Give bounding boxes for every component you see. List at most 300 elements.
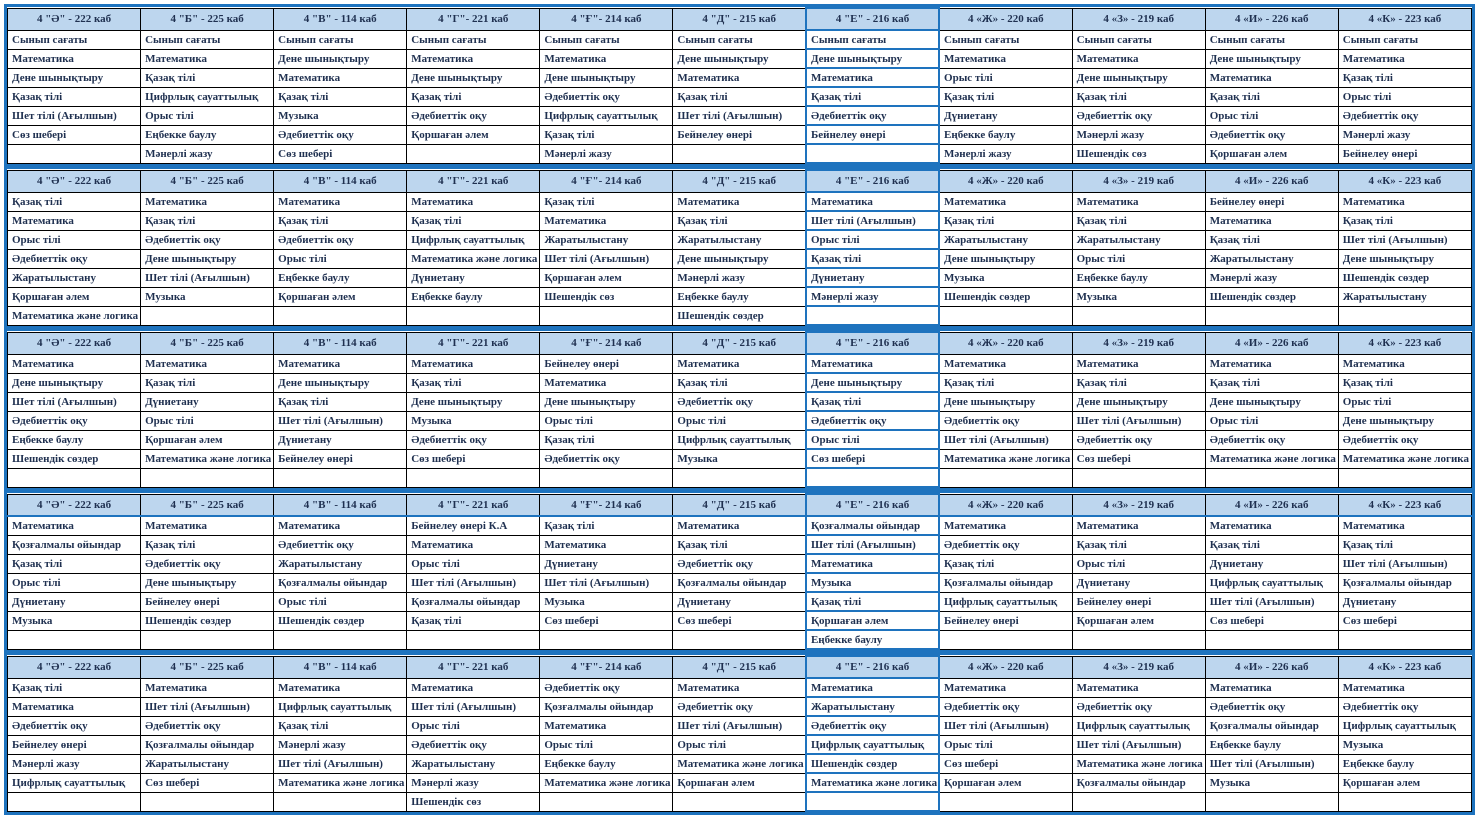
lesson-cell: Шет тілі (Ағылшын) xyxy=(806,535,939,554)
class-header-cell: 4 "Б" - 225 каб xyxy=(141,656,274,678)
lesson-cell: Қазақ тілі xyxy=(407,211,540,230)
lesson-cell: Жаратылыстану xyxy=(1205,249,1338,268)
lesson-cell: Қазақ тілі xyxy=(274,87,407,106)
lesson-cell: Қазақ тілі xyxy=(806,392,939,411)
lesson-cell xyxy=(1338,792,1471,811)
lesson-cell: Қазақ тілі xyxy=(274,716,407,735)
class-header-row xyxy=(8,656,1472,678)
lesson-cell xyxy=(1205,630,1338,649)
lesson-cell: Математика xyxy=(1338,678,1471,697)
lesson-cell: Математика xyxy=(407,192,540,211)
lesson-cell xyxy=(540,792,673,811)
lesson-cell: Дене шынықтыру xyxy=(141,249,274,268)
lesson-cell: Дене шынықтыру xyxy=(673,49,806,68)
lesson-row xyxy=(8,468,1472,487)
lesson-cell: Еңбекке баулу xyxy=(1072,268,1205,287)
lesson-cell: Орыс тілі xyxy=(407,716,540,735)
lesson-row xyxy=(8,249,1472,268)
lesson-cell: Еңбекке баулу xyxy=(806,630,939,649)
lesson-cell xyxy=(939,792,1072,811)
lesson-cell xyxy=(806,792,939,811)
lesson-cell: Қоршаған әлем xyxy=(1072,611,1205,630)
lesson-cell: Сынып сағаты xyxy=(407,30,540,49)
lesson-cell xyxy=(806,306,939,325)
lesson-cell: Орыс тілі xyxy=(939,68,1072,87)
class-header-cell: 4 «Ж» - 220 каб xyxy=(939,332,1072,354)
lesson-cell: Цифрлық сауаттылық xyxy=(141,87,274,106)
lesson-cell: Математика xyxy=(1072,678,1205,697)
lesson-cell: Математика xyxy=(806,354,939,373)
lesson-cell: Математика xyxy=(141,678,274,697)
lesson-cell: Сөз шебері xyxy=(939,754,1072,773)
lesson-cell: Қазақ тілі xyxy=(1205,535,1338,554)
lesson-cell: Шет тілі (Ағылшын) xyxy=(1205,754,1338,773)
lesson-cell: Қоршаған әлем xyxy=(673,773,806,792)
lesson-row xyxy=(8,68,1472,87)
lesson-cell: Әдебиеттік оқу xyxy=(673,392,806,411)
lesson-row xyxy=(8,573,1472,592)
lesson-cell xyxy=(1338,306,1471,325)
lesson-cell xyxy=(673,144,806,163)
lesson-cell: Қазақ тілі xyxy=(939,211,1072,230)
lesson-cell: Қазақ тілі xyxy=(1338,373,1471,392)
lesson-cell: Математика және логика xyxy=(1072,754,1205,773)
lesson-cell: Дүниетану xyxy=(939,106,1072,125)
lesson-row xyxy=(8,306,1472,325)
lesson-cell: Шешендік сөз xyxy=(407,792,540,811)
lesson-cell: Цифрлық сауаттылық xyxy=(1072,716,1205,735)
lesson-cell: Математика xyxy=(8,49,141,68)
lesson-cell: Математика xyxy=(274,192,407,211)
class-header-cell: 4 «З» - 219 каб xyxy=(1072,170,1205,192)
lesson-cell: Әдебиеттік оқу xyxy=(939,535,1072,554)
lesson-cell: Әдебиеттік оқу xyxy=(1205,430,1338,449)
lesson-cell: Қоршаған әлем xyxy=(540,268,673,287)
lesson-row xyxy=(8,49,1472,68)
lesson-cell: Шешендік сөздер xyxy=(1205,287,1338,306)
lesson-cell: Қазақ тілі xyxy=(673,87,806,106)
class-header-cell: 4 "Г"- 221 каб xyxy=(407,332,540,354)
lesson-cell: Музыка xyxy=(673,449,806,468)
lesson-cell: Қазақ тілі xyxy=(939,373,1072,392)
class-header-row xyxy=(8,494,1472,516)
lesson-row xyxy=(8,611,1472,630)
lesson-cell: Әдебиеттік оқу xyxy=(540,87,673,106)
lesson-cell: Қазақ тілі xyxy=(407,87,540,106)
lesson-cell: Сөз шебері xyxy=(407,449,540,468)
lesson-cell: Математика xyxy=(1205,516,1338,535)
lesson-cell xyxy=(673,792,806,811)
class-header-cell: 4 "Г"- 221 каб xyxy=(407,494,540,516)
lesson-cell: Математика xyxy=(407,535,540,554)
lesson-cell: Мәнерлі жазу xyxy=(1205,268,1338,287)
lesson-row xyxy=(8,678,1472,697)
lesson-cell xyxy=(274,792,407,811)
lesson-cell: Математика xyxy=(1072,354,1205,373)
lesson-cell: Сынып сағаты xyxy=(939,30,1072,49)
lesson-cell: Орыс тілі xyxy=(141,106,274,125)
lesson-cell: Қазақ тілі xyxy=(939,554,1072,573)
lesson-cell: Математика xyxy=(8,211,141,230)
lesson-cell: Математика xyxy=(141,354,274,373)
lesson-cell: Шет тілі (Ағылшын) xyxy=(939,430,1072,449)
lesson-cell: Орыс тілі xyxy=(673,735,806,754)
lesson-cell: Қозғалмалы ойындар xyxy=(1205,716,1338,735)
lesson-cell: Дене шынықтыру xyxy=(8,68,141,87)
lesson-cell: Шешендік сөздер xyxy=(274,611,407,630)
lesson-cell: Дене шынықтыру xyxy=(141,573,274,592)
class-header-cell: 4 "В" - 114 каб xyxy=(274,656,407,678)
lesson-cell: Орыс тілі xyxy=(1072,249,1205,268)
class-header-cell: 4 «К» - 223 каб xyxy=(1338,8,1471,30)
lesson-cell xyxy=(939,630,1072,649)
lesson-cell: Математика xyxy=(540,373,673,392)
lesson-cell: Қазақ тілі xyxy=(8,554,141,573)
lesson-cell: Әдебиеттік оқу xyxy=(673,554,806,573)
lesson-cell xyxy=(1205,792,1338,811)
lesson-cell: Жаратылыстану xyxy=(407,754,540,773)
lesson-cell: Шет тілі (Ағылшын) xyxy=(1205,592,1338,611)
lesson-cell: Орыс тілі xyxy=(806,230,939,249)
class-header-cell: 4 "Е" - 216 каб xyxy=(806,656,939,678)
lesson-cell: Қозғалмалы ойындар xyxy=(673,573,806,592)
lesson-cell: Шет тілі (Ағылшын) xyxy=(141,697,274,716)
lesson-cell: Дүниетану xyxy=(141,392,274,411)
class-header-cell: 4 "Г"- 221 каб xyxy=(407,8,540,30)
lesson-cell xyxy=(540,630,673,649)
schedule-block-4 xyxy=(7,493,1472,650)
lesson-cell: Музыка xyxy=(274,106,407,125)
lesson-cell: Мәнерлі жазу xyxy=(274,735,407,754)
lesson-cell: Әдебиеттік оқу xyxy=(939,697,1072,716)
lesson-cell: Бейнелеу өнері xyxy=(274,449,407,468)
lesson-cell: Математика және логика xyxy=(274,773,407,792)
lesson-cell: Математика xyxy=(274,516,407,535)
lesson-cell: Мәнерлі жазу xyxy=(1338,125,1471,144)
lesson-cell: Әдебиеттік оқу xyxy=(1338,106,1471,125)
lesson-cell: Қазақ тілі xyxy=(141,535,274,554)
lesson-cell xyxy=(141,468,274,487)
lesson-row xyxy=(8,554,1472,573)
lesson-cell xyxy=(407,468,540,487)
lesson-cell: Математика xyxy=(806,68,939,87)
lesson-cell xyxy=(407,630,540,649)
lesson-cell: Бейнелеу өнері xyxy=(8,735,141,754)
lesson-cell xyxy=(8,792,141,811)
lesson-cell: Мәнерлі жазу xyxy=(673,268,806,287)
lesson-cell: Қазақ тілі xyxy=(1338,68,1471,87)
lesson-cell: Математика және логика xyxy=(1205,449,1338,468)
lesson-cell: Қозғалмалы ойындар xyxy=(274,573,407,592)
lesson-cell: Орыс тілі xyxy=(939,735,1072,754)
lesson-cell: Мәнерлі жазу xyxy=(8,754,141,773)
lesson-cell: Шет тілі (Ағылшын) xyxy=(1072,411,1205,430)
lesson-cell: Дене шынықтыру xyxy=(806,373,939,392)
lesson-cell: Орыс тілі xyxy=(1338,392,1471,411)
lesson-cell: Әдебиеттік оқу xyxy=(8,249,141,268)
lesson-cell: Математика xyxy=(673,354,806,373)
lesson-cell xyxy=(141,630,274,649)
lesson-cell: Дене шынықтыру xyxy=(540,68,673,87)
lesson-cell: Сынып сағаты xyxy=(806,30,939,49)
lesson-cell: Цифрлық сауаттылық xyxy=(1205,573,1338,592)
lesson-cell: Қазақ тілі xyxy=(806,592,939,611)
lesson-cell: Музыка xyxy=(540,592,673,611)
schedule-block-1 xyxy=(7,7,1472,164)
class-header-cell: 4 "Ғ"- 214 каб xyxy=(540,8,673,30)
lesson-cell: Қазақ тілі xyxy=(1205,230,1338,249)
lesson-cell: Дене шынықтыру xyxy=(8,373,141,392)
lesson-cell: Математика және логика xyxy=(407,249,540,268)
lesson-cell: Математика xyxy=(274,68,407,87)
lesson-cell: Қазақ тілі xyxy=(673,211,806,230)
lesson-cell: Шет тілі (Ағылшын) xyxy=(540,249,673,268)
class-header-cell: 4 "В" - 114 каб xyxy=(274,170,407,192)
lesson-row xyxy=(8,773,1472,792)
lesson-cell xyxy=(407,144,540,163)
lesson-cell: Қазақ тілі xyxy=(1205,373,1338,392)
lesson-cell: Қозғалмалы ойындар xyxy=(407,592,540,611)
lesson-cell xyxy=(274,630,407,649)
lesson-cell: Шет тілі (Ағылшын) xyxy=(939,716,1072,735)
lesson-cell: Цифрлық сауаттылық xyxy=(540,106,673,125)
lesson-cell: Мәнерлі жазу xyxy=(407,773,540,792)
class-header-cell: 4 «Ж» - 220 каб xyxy=(939,656,1072,678)
lesson-cell xyxy=(806,468,939,487)
lesson-cell: Сөз шебері xyxy=(1338,611,1471,630)
lesson-cell: Қоршаған әлем xyxy=(1338,773,1471,792)
lesson-cell: Математика xyxy=(1072,192,1205,211)
class-header-cell: 4 «З» - 219 каб xyxy=(1072,8,1205,30)
lesson-cell: Мәнерлі жазу xyxy=(939,144,1072,163)
lesson-row xyxy=(8,630,1472,649)
lesson-cell xyxy=(8,630,141,649)
lesson-cell: Жаратылыстану xyxy=(939,230,1072,249)
lesson-row xyxy=(8,125,1472,144)
lesson-cell: Қазақ тілі xyxy=(1072,535,1205,554)
lesson-cell: Цифрлық сауаттылық xyxy=(1338,716,1471,735)
lesson-cell: Музыка xyxy=(1338,735,1471,754)
lesson-cell: Әдебиеттік оқу xyxy=(1338,430,1471,449)
lesson-cell: Еңбекке баулу xyxy=(8,430,141,449)
lesson-cell: Қазақ тілі xyxy=(673,535,806,554)
lesson-cell: Дене шынықтыру xyxy=(407,68,540,87)
lesson-cell: Орыс тілі xyxy=(1205,411,1338,430)
lesson-cell: Қазақ тілі xyxy=(540,192,673,211)
lesson-cell: Математика xyxy=(407,49,540,68)
lesson-cell xyxy=(939,306,1072,325)
lesson-cell: Сөз шебері xyxy=(673,611,806,630)
lesson-cell: Қозғалмалы ойындар xyxy=(141,735,274,754)
lesson-cell: Шет тілі (Ағылшын) xyxy=(1338,554,1471,573)
lesson-cell: Қоршаған әлем xyxy=(8,287,141,306)
lesson-cell xyxy=(1072,468,1205,487)
lesson-cell: Әдебиеттік оқу xyxy=(806,411,939,430)
lesson-cell: Бейнелеу өнері xyxy=(141,592,274,611)
lesson-cell xyxy=(274,306,407,325)
lesson-cell: Математика xyxy=(1338,192,1471,211)
lesson-cell: Қоршаған әлем xyxy=(274,287,407,306)
lesson-cell: Математика xyxy=(673,68,806,87)
lesson-cell: Мәнерлі жазу xyxy=(141,144,274,163)
lesson-cell: Қоршаған әлем xyxy=(141,430,274,449)
class-header-cell: 4 "Ә" - 222 каб xyxy=(8,494,141,516)
class-header-cell: 4 "Ғ"- 214 каб xyxy=(540,332,673,354)
lesson-row xyxy=(8,354,1472,373)
lesson-cell: Математика xyxy=(141,192,274,211)
lesson-cell xyxy=(1072,306,1205,325)
class-header-row xyxy=(8,8,1472,30)
lesson-cell: Еңбекке баулу xyxy=(1205,735,1338,754)
lesson-cell: Мәнерлі жазу xyxy=(1072,125,1205,144)
class-header-row xyxy=(8,170,1472,192)
lesson-cell: Еңбекке баулу xyxy=(1338,754,1471,773)
class-header-cell: 4 "Г"- 221 каб xyxy=(407,656,540,678)
lesson-cell: Цифрлық сауаттылық xyxy=(939,592,1072,611)
lesson-cell: Дене шынықтыру xyxy=(939,392,1072,411)
lesson-cell: Қазақ тілі xyxy=(806,249,939,268)
lesson-cell: Математика xyxy=(673,192,806,211)
lesson-cell: Математика xyxy=(1072,516,1205,535)
lesson-cell: Еңбекке баулу xyxy=(274,268,407,287)
lesson-row xyxy=(8,287,1472,306)
lesson-cell: Әдебиеттік оқу xyxy=(8,716,141,735)
class-header-cell: 4 "В" - 114 каб xyxy=(274,332,407,354)
lesson-cell: Сөз шебері xyxy=(806,449,939,468)
lesson-cell: Бейнелеу өнері xyxy=(540,354,673,373)
lesson-cell: Математика xyxy=(806,554,939,573)
lesson-cell: Қазақ тілі xyxy=(1072,373,1205,392)
lesson-cell: Дене шынықтыру xyxy=(540,392,673,411)
lesson-cell: Музыка xyxy=(806,573,939,592)
lesson-cell: Орыс тілі xyxy=(673,411,806,430)
lesson-cell: Әдебиеттік оқу xyxy=(407,430,540,449)
lesson-cell: Шешендік сөз xyxy=(540,287,673,306)
lesson-cell: Математика xyxy=(1338,49,1471,68)
lesson-cell: Бейнелеу өнері xyxy=(806,125,939,144)
lesson-row xyxy=(8,516,1472,535)
class-header-cell: 4 "Ә" - 222 каб xyxy=(8,332,141,354)
class-header-cell: 4 "Ғ"- 214 каб xyxy=(540,656,673,678)
lesson-cell: Дүниетану xyxy=(1205,554,1338,573)
lesson-cell: Қазақ тілі xyxy=(141,211,274,230)
lesson-cell: Сөз шебері xyxy=(540,611,673,630)
lesson-row xyxy=(8,411,1472,430)
lesson-cell: Дене шынықтыру xyxy=(1205,49,1338,68)
lesson-cell: Математика xyxy=(141,516,274,535)
lesson-cell: Сынып сағаты xyxy=(1338,30,1471,49)
lesson-cell: Сынып сағаты xyxy=(1072,30,1205,49)
lesson-cell: Орыс тілі xyxy=(274,249,407,268)
lesson-cell: Дене шынықтыру xyxy=(1072,392,1205,411)
lesson-cell: Әдебиеттік оқу xyxy=(1072,430,1205,449)
lesson-cell: Қазақ тілі xyxy=(141,373,274,392)
lesson-cell: Сөз шебері xyxy=(8,125,141,144)
lesson-cell xyxy=(1072,630,1205,649)
class-header-cell: 4 «К» - 223 каб xyxy=(1338,494,1471,516)
lesson-row xyxy=(8,754,1472,773)
lesson-cell: Орыс тілі xyxy=(1205,106,1338,125)
class-header-cell: 4 "Д" - 215 каб xyxy=(673,170,806,192)
lesson-cell: Дүниетану xyxy=(540,554,673,573)
lesson-cell: Қоршаған әлем xyxy=(407,125,540,144)
lesson-cell xyxy=(8,468,141,487)
lesson-cell: Дене шынықтыру xyxy=(806,49,939,68)
lesson-cell: Орыс тілі xyxy=(8,230,141,249)
lesson-cell: Сынып сағаты xyxy=(274,30,407,49)
lesson-row xyxy=(8,392,1472,411)
lesson-cell: Математика және логика xyxy=(141,449,274,468)
lesson-cell: Орыс тілі xyxy=(141,411,274,430)
class-header-cell: 4 "Б" - 225 каб xyxy=(141,494,274,516)
lesson-cell: Математика xyxy=(8,697,141,716)
lesson-cell xyxy=(407,306,540,325)
lesson-cell: Математика xyxy=(939,678,1072,697)
lesson-cell: Шет тілі (Ағылшын) xyxy=(673,716,806,735)
lesson-cell: Цифрлық сауаттылық xyxy=(806,735,939,754)
lesson-cell xyxy=(1338,630,1471,649)
lesson-cell: Шешендік сөздер xyxy=(141,611,274,630)
lesson-cell: Әдебиеттік оқу xyxy=(540,678,673,697)
lesson-cell: Дүниетану xyxy=(8,592,141,611)
lesson-cell: Қазақ тілі xyxy=(806,87,939,106)
class-header-cell: 4 «И» - 226 каб xyxy=(1205,332,1338,354)
lesson-cell: Математика және логика xyxy=(939,449,1072,468)
lesson-cell: Әдебиеттік оқу xyxy=(8,411,141,430)
lesson-cell: Шет тілі (Ағылшын) xyxy=(407,697,540,716)
lesson-row xyxy=(8,373,1472,392)
class-header-cell: 4 "Ә" - 222 каб xyxy=(8,8,141,30)
lesson-cell: Математика xyxy=(407,678,540,697)
lesson-cell: Математика xyxy=(274,354,407,373)
lesson-cell: Бейнелеу өнері К.А xyxy=(407,516,540,535)
lesson-cell: Бейнелеу өнері xyxy=(1072,592,1205,611)
lesson-cell: Математика xyxy=(1338,354,1471,373)
class-header-cell: 4 «И» - 226 каб xyxy=(1205,656,1338,678)
lesson-cell: Әдебиеттік оқу xyxy=(274,125,407,144)
lesson-cell xyxy=(806,144,939,163)
lesson-cell: Қозғалмалы ойындар xyxy=(806,516,939,535)
lesson-cell: Қазақ тілі xyxy=(1338,535,1471,554)
lesson-cell: Орыс тілі xyxy=(540,411,673,430)
lesson-cell: Дене шынықтыру xyxy=(274,373,407,392)
lesson-cell: Бейнелеу өнері xyxy=(673,125,806,144)
lesson-cell: Әдебиеттік оқу xyxy=(141,554,274,573)
class-header-cell: 4 "Е" - 216 каб xyxy=(806,170,939,192)
lesson-cell: Жаратылыстану xyxy=(141,754,274,773)
lesson-cell: Еңбекке баулу xyxy=(540,754,673,773)
lesson-cell: Қазақ тілі xyxy=(8,678,141,697)
class-header-cell: 4 "В" - 114 каб xyxy=(274,8,407,30)
class-header-cell: 4 «З» - 219 каб xyxy=(1072,332,1205,354)
lesson-cell xyxy=(1338,468,1471,487)
lesson-cell: Қазақ тілі xyxy=(141,68,274,87)
class-header-cell: 4 «И» - 226 каб xyxy=(1205,170,1338,192)
lesson-cell: Шет тілі (Ағылшын) xyxy=(540,573,673,592)
lesson-cell xyxy=(673,468,806,487)
lesson-cell: Орыс тілі xyxy=(8,573,141,592)
lesson-cell: Математика xyxy=(806,678,939,697)
lesson-cell: Әдебиеттік оқу xyxy=(673,697,806,716)
lesson-cell: Әдебиеттік оқу xyxy=(1072,106,1205,125)
lesson-row xyxy=(8,211,1472,230)
lesson-cell: Шет тілі (Ағылшын) xyxy=(8,392,141,411)
lesson-row xyxy=(8,535,1472,554)
lesson-cell: Қазақ тілі xyxy=(407,373,540,392)
lesson-cell: Әдебиеттік оқу xyxy=(407,106,540,125)
lesson-cell: Бейнелеу өнері xyxy=(1338,144,1471,163)
lesson-cell: Әдебиеттік оқу xyxy=(274,535,407,554)
